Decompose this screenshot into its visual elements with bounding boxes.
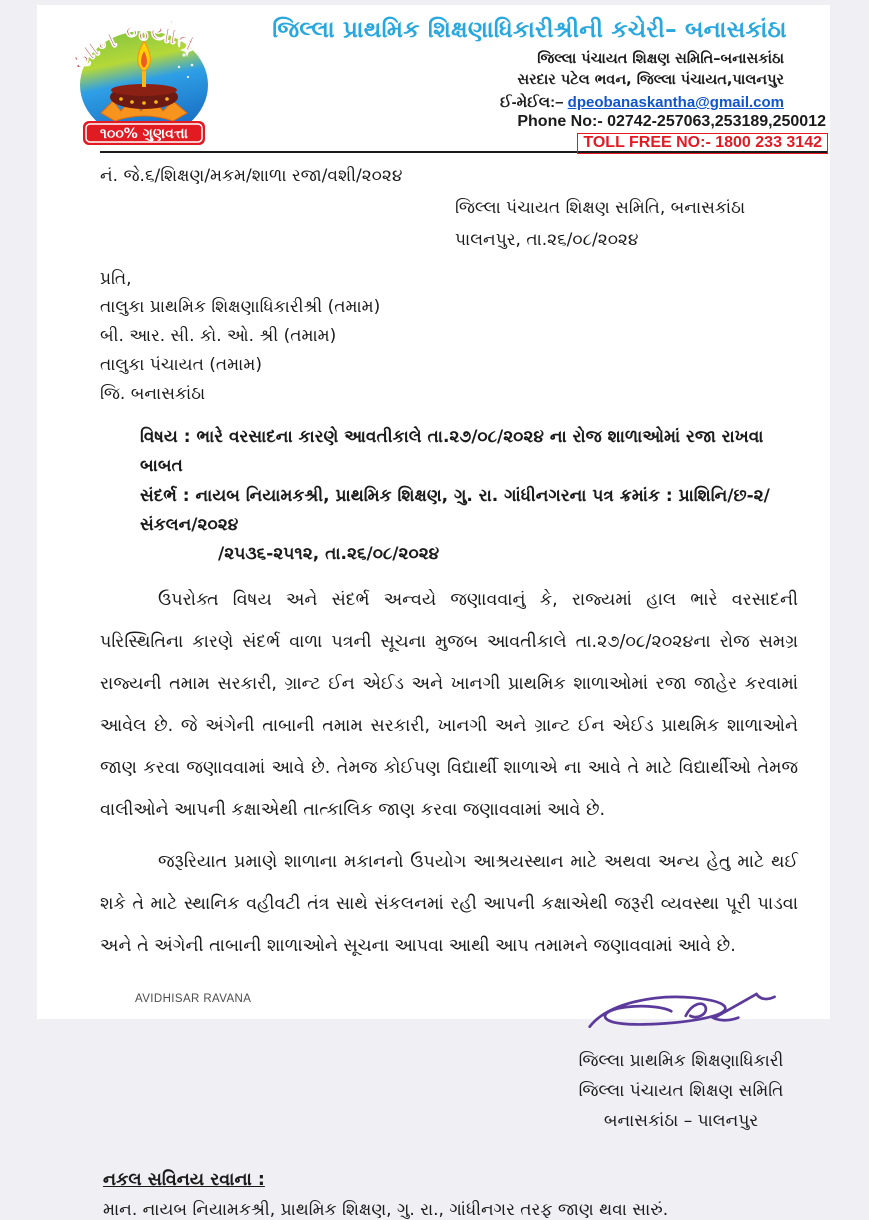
office-title: જિલ્લા પ્રાથમિક શિક્ષણાધિકારીશ્રીની કચેરી– બનાસકાંઠા [272, 17, 787, 43]
addressee-line: તાલુકા પંચાયત (તમામ) [100, 355, 262, 376]
letterhead [37, 5, 830, 151]
signatory-title: જિલ્લા પ્રાથમિક શિક્ષણાધિકારી [578, 1051, 784, 1072]
phone-line: Phone No:- 02742-257063,253189,250012 [517, 113, 826, 131]
sender-watermark: AVIDHISAR RAVANA [135, 993, 252, 1005]
reference-line: સંદર્ભ : નાયબ નિયામકશ્રી, પ્રાથમિક શિક્ષણ, ગુ. રા. ગાંધીનગરના પત્ર ક્રમાંક : પ્રાશિનિ/છ-૨/સંકલન/૨૦૨૪ [140, 485, 770, 535]
quality-badge-label: ૧૦૦% ગુણવત્તા [100, 126, 188, 142]
signature-scribble-icon [577, 985, 785, 1043]
reference-number: નં. જે.૬/શિક્ષણ/મકમ/શાળા રજા/વશી/૨૦૨૪ [100, 166, 403, 186]
subject-line: વિષય : ભારે વરસાદના કારણે આવતીકાલે તા.૨૭/૦૮/૨૦૨૪ ના રોજ શાળાઓમાં રજા રાખવા બાબત [140, 427, 764, 477]
gyan-jyot-logo-icon [61, 7, 227, 149]
address-line: સરદાર પટેલ ભવન, જિલ્લા પંચાયત,પાલનપુર [517, 72, 784, 89]
logo-arc-title: જ્ઞાન જ્યોત [64, 16, 200, 75]
copy-to-block [103, 1170, 830, 1220]
reference-continuation: /૨૫૩૬-૨૫૧૨, તા.૨૬/૦૮/૨૦૨૪ [218, 543, 440, 564]
addressee-block [100, 265, 830, 409]
issuing-office-name: જિલ્લા પંચાયત શિક્ષણ સમિતિ, બનાસકાંઠા [455, 198, 746, 218]
copy-to-line: માન. નાયબ નિયામકશ્રી, પ્રાથમિક શિક્ષણ, ગુ. રા., ગાંધીનગર તરફ જાણ થવા સારું. [103, 1200, 669, 1220]
issuing-office-block [455, 192, 830, 257]
email-label: ઈ-મેઈલ:– [500, 94, 564, 112]
addressee-line: જિ. બનાસકાંઠા [100, 384, 206, 405]
subject-block [140, 423, 802, 569]
signatory-office: જિલ્લા પંચાયત શિક્ષણ સમિતિ [578, 1080, 784, 1101]
salutation: પ્રતિ, [100, 268, 132, 289]
signatory-place: બનાસકાંઠા – પાલનપુર [603, 1110, 759, 1131]
addressee-line: બી. આર. સી. કો. ઓ. શ્રી (તમામ) [100, 326, 337, 347]
email-link[interactable]: dpeobanaskantha@gmail.com [567, 94, 784, 112]
signature-block [536, 985, 826, 1136]
letterhead-text [229, 5, 830, 154]
email-line [229, 94, 784, 111]
body-paragraph-2: જરૂરિયાત પ્રમાણે શાળાના મકાનનો ઉપયોગ આશ્રયસ્થાન માટે અથવા અન્ય હેતુ માટે થઈ શકે તે માટે સ્થાનિક વહીવટી તંત્ર સાથે સંકલનમાં રહી આપની કક્ષાએથી જરૂરી વ્યવસ્થા પૂરી પાડવા અને તે અંગેની તાબાની શાળાઓને સૂચના આપવા આથી આપ તમામને જણાવવામાં આવે છે. [100, 852, 798, 957]
quality-badge [83, 121, 205, 145]
copy-to-heading: નકલ સવિનય રવાના : [103, 1170, 265, 1191]
letter-page [37, 5, 830, 1220]
committee-line: જિલ્લા પંચાયત શિક્ષણ સમિતિ–બનાસકાંઠા [537, 50, 784, 67]
addressee-line: તાલુકા પ્રાથમિક શિક્ષણાધિકારીશ્રી (તમામ) [100, 297, 381, 318]
place-and-date: પાલનપુર, તા.૨૬/૦૮/૨૦૨૪ [455, 230, 639, 251]
toll-free-line: TOLL FREE NO:- 1800 233 3142 [577, 133, 828, 154]
body-paragraph-1: ઉપરોક્ત વિષય અને સંદર્ભ અન્વયે જણાવવાનું કે, રાજ્યમાં હાલ ભારે વરસાદની પરિસ્થિતિના કારણે સંદર્ભ વાળા પત્રની સૂચના મુજબ આવતીકાલે તા.૨૭/૦૮/૨૦૨૪ના રોજ સમગ્ર રાજ્યની તમામ સરકારી, ગ્રાન્ટ ઈન એઈડ અને ખાનગી પ્રાથમિક શાળાઓમાં રજા જાહેર કરવામાં આવેલ છે. જે અંગેની તાબાની તમામ સરકારી, ખાનગી અને ગ્રાન્ટ ઈન એઈડ પ્રાથમિક શાળાઓને જાણ કરવા જણાવવામાં આવે છે. તેમજ કોઈપણ વિદ્યાર્થી શાળાએ ના આવે તે માટે વિદ્યાર્થીઓ તેમજ વાલીઓને આપની કક્ષાએથી તાત્કાલિક જાણ કરવા જણાવવામાં આવે છે. [100, 590, 798, 821]
